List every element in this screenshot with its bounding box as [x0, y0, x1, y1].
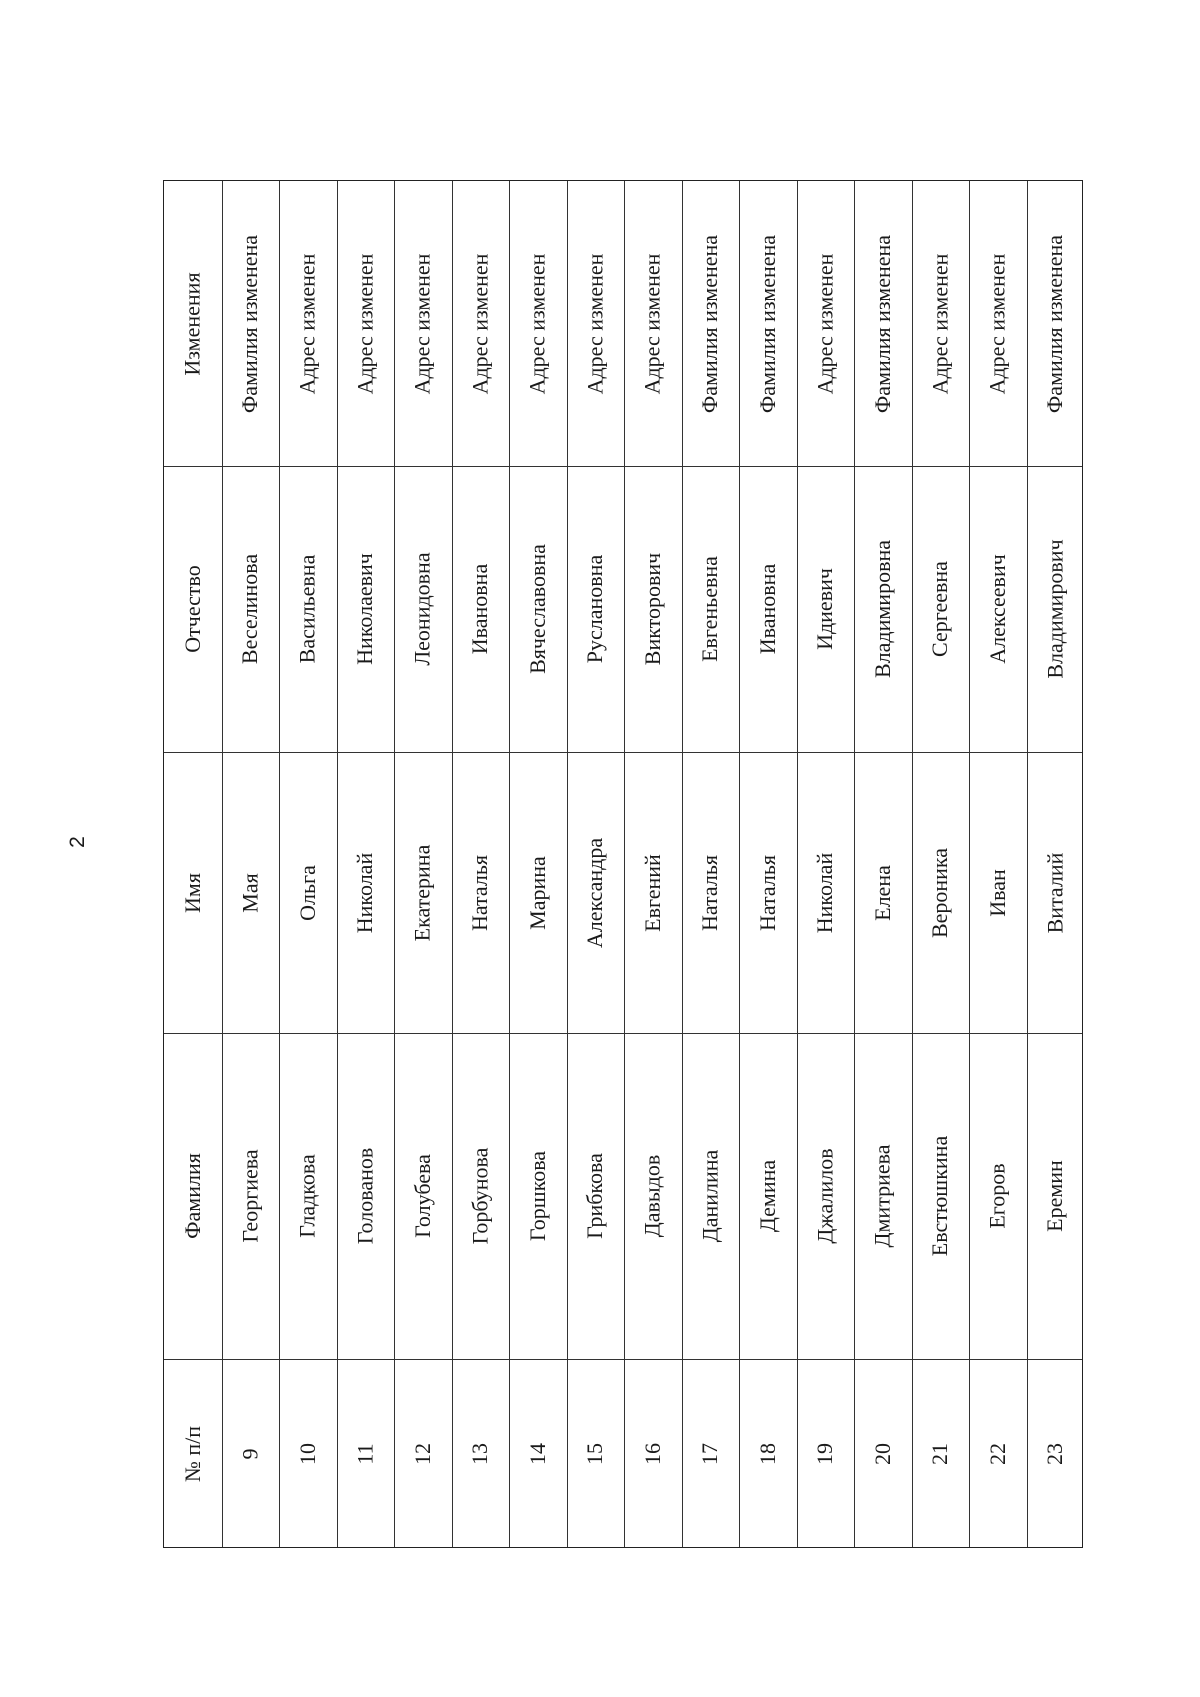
cell-changes	[624, 181, 682, 466]
cell-patronymic	[1027, 466, 1085, 752]
cell-text: Адрес изменен	[524, 253, 550, 394]
cell-text: Фамилия изменена	[697, 234, 723, 413]
cell-changes	[394, 181, 452, 466]
cell-number	[912, 1359, 970, 1549]
cell-text: Евгеньевна	[697, 556, 723, 662]
cell-text: Адрес изменен	[294, 253, 320, 394]
cell-patronymic	[509, 466, 567, 752]
cell-changes	[279, 181, 337, 466]
cell-changes	[452, 181, 510, 466]
cell-firstname	[739, 752, 797, 1033]
cell-text: Данилина	[697, 1149, 723, 1243]
cell-text: Георгиева	[237, 1149, 263, 1243]
cell-text: Демина	[754, 1159, 780, 1233]
cell-firstname	[452, 752, 510, 1033]
cell-changes	[509, 181, 567, 466]
cell-firstname	[394, 752, 452, 1033]
cell-text: Ивановна	[467, 563, 493, 655]
cell-patronymic	[739, 466, 797, 752]
cell-text: Николай	[812, 852, 838, 933]
cell-changes	[1027, 181, 1085, 466]
cell-text: Алексеевич	[984, 554, 1010, 664]
cell-text: Мая	[237, 872, 263, 913]
cell-text: Адрес изменен	[812, 253, 838, 394]
cell-surname	[337, 1033, 395, 1359]
cell-number	[567, 1359, 625, 1549]
header-number	[164, 1359, 222, 1549]
cell-text: Евгений	[639, 853, 665, 932]
cell-patronymic	[854, 466, 912, 752]
cell-text: Леонидовна	[409, 552, 435, 666]
cell-patronymic	[222, 466, 280, 752]
cell-text: Фамилия изменена	[237, 234, 263, 413]
cell-text: 11	[352, 1443, 378, 1465]
records-table	[163, 180, 1083, 1548]
cell-text: Еремин	[1042, 1160, 1068, 1232]
cell-text: 21	[927, 1443, 953, 1465]
cell-text: Наталья	[467, 854, 493, 931]
cell-text: Гладкова	[294, 1154, 320, 1238]
cell-text: Голубева	[409, 1154, 435, 1238]
cell-text: Фамилия изменена	[1042, 234, 1068, 413]
cell-text: Вячеславовна	[524, 544, 550, 674]
cell-number	[682, 1359, 740, 1549]
cell-patronymic	[797, 466, 855, 752]
cell-text: Адрес изменен	[984, 253, 1010, 394]
header-label: Отчество	[179, 565, 205, 653]
cell-changes	[912, 181, 970, 466]
cell-text: Адрес изменен	[639, 253, 665, 394]
cell-firstname	[912, 752, 970, 1033]
cell-text: Виталий	[1042, 852, 1068, 933]
cell-surname	[222, 1033, 280, 1359]
cell-patronymic	[567, 466, 625, 752]
cell-firstname	[567, 752, 625, 1033]
cell-firstname	[854, 752, 912, 1033]
cell-patronymic	[279, 466, 337, 752]
cell-surname	[452, 1033, 510, 1359]
cell-patronymic	[337, 466, 395, 752]
cell-firstname	[222, 752, 280, 1033]
cell-firstname	[969, 752, 1027, 1033]
cell-number	[222, 1359, 280, 1549]
header-label: Имя	[179, 872, 205, 913]
cell-changes	[854, 181, 912, 466]
cell-text: 12	[409, 1443, 435, 1465]
cell-patronymic	[452, 466, 510, 752]
cell-firstname	[797, 752, 855, 1033]
cell-text: Николаевич	[352, 553, 378, 665]
cell-text: 17	[697, 1443, 723, 1465]
cell-number	[969, 1359, 1027, 1549]
cell-text: Адрес изменен	[352, 253, 378, 394]
cell-text: Ольга	[294, 864, 320, 921]
cell-number	[854, 1359, 912, 1549]
cell-firstname	[682, 752, 740, 1033]
cell-text: Фамилия изменена	[869, 234, 895, 413]
cell-text: Николай	[352, 852, 378, 933]
cell-surname	[912, 1033, 970, 1359]
cell-firstname	[1027, 752, 1085, 1033]
cell-text: Иван	[984, 868, 1010, 917]
cell-changes	[222, 181, 280, 466]
cell-text: Наталья	[754, 854, 780, 931]
cell-patronymic	[682, 466, 740, 752]
cell-number	[624, 1359, 682, 1549]
cell-text: 23	[1042, 1443, 1068, 1465]
page-number: 2	[66, 836, 89, 848]
cell-text: Владимировна	[869, 539, 895, 679]
cell-text: Александра	[582, 837, 608, 948]
cell-surname	[739, 1033, 797, 1359]
cell-text: 19	[812, 1443, 838, 1465]
cell-text: 22	[984, 1443, 1010, 1465]
cell-text: Сергеевна	[927, 561, 953, 657]
cell-text: Адрес изменен	[927, 253, 953, 394]
cell-text: 18	[754, 1443, 780, 1465]
cell-number	[797, 1359, 855, 1549]
cell-text: Вероника	[927, 847, 953, 938]
cell-text: Екатерина	[409, 844, 435, 941]
header-surname	[164, 1033, 222, 1359]
cell-text: 16	[639, 1443, 665, 1465]
cell-text: Викторович	[639, 552, 665, 666]
cell-text: Владимирович	[1042, 539, 1068, 679]
cell-number	[452, 1359, 510, 1549]
cell-text: Веселинова	[237, 553, 263, 665]
cell-text: Евстюшкина	[927, 1135, 953, 1257]
cell-text: 9	[237, 1448, 263, 1460]
cell-text: Егоров	[984, 1163, 1010, 1229]
cell-text: Идиевич	[812, 568, 838, 650]
cell-firstname	[509, 752, 567, 1033]
cell-changes	[969, 181, 1027, 466]
cell-text: Дмитриева	[869, 1144, 895, 1248]
cell-text: 13	[467, 1443, 493, 1465]
cell-text: 10	[294, 1443, 320, 1465]
cell-text: 14	[524, 1443, 550, 1465]
cell-text: Васильевна	[294, 554, 320, 664]
cell-text: Горшкова	[524, 1150, 550, 1242]
cell-changes	[682, 181, 740, 466]
cell-text: Адрес изменен	[582, 253, 608, 394]
cell-changes	[797, 181, 855, 466]
cell-surname	[854, 1033, 912, 1359]
cell-surname	[682, 1033, 740, 1359]
cell-changes	[739, 181, 797, 466]
cell-surname	[394, 1033, 452, 1359]
cell-text: Руслановна	[582, 554, 608, 664]
cell-text: Елена	[869, 864, 895, 921]
cell-text: Ивановна	[754, 563, 780, 655]
cell-firstname	[279, 752, 337, 1033]
cell-text: Давыдов	[639, 1154, 665, 1238]
cell-patronymic	[969, 466, 1027, 752]
cell-patronymic	[912, 466, 970, 752]
cell-text: 15	[582, 1443, 608, 1465]
cell-firstname	[337, 752, 395, 1033]
cell-patronymic	[394, 466, 452, 752]
cell-text: 20	[869, 1443, 895, 1465]
cell-changes	[567, 181, 625, 466]
cell-firstname	[624, 752, 682, 1033]
header-firstname	[164, 752, 222, 1033]
cell-number	[1027, 1359, 1085, 1549]
cell-surname	[279, 1033, 337, 1359]
cell-text: Голованов	[352, 1147, 378, 1245]
cell-surname	[969, 1033, 1027, 1359]
header-label: Фамилия	[179, 1153, 205, 1239]
cell-number	[394, 1359, 452, 1549]
cell-text: Фамилия изменена	[754, 234, 780, 413]
cell-text: Джалилов	[812, 1148, 838, 1244]
cell-text: Адрес изменен	[467, 253, 493, 394]
cell-number	[337, 1359, 395, 1549]
header-label: № п/п	[179, 1425, 205, 1483]
cell-text: Наталья	[697, 854, 723, 931]
cell-surname	[797, 1033, 855, 1359]
cell-number	[739, 1359, 797, 1549]
cell-number	[509, 1359, 567, 1549]
cell-surname	[1027, 1033, 1085, 1359]
header-label: Изменения	[179, 271, 205, 376]
cell-number	[279, 1359, 337, 1549]
header-patronymic	[164, 466, 222, 752]
header-changes	[164, 181, 222, 466]
cell-text: Грибкова	[582, 1153, 608, 1239]
cell-text: Адрес изменен	[409, 253, 435, 394]
cell-text: Марина	[524, 855, 550, 930]
cell-text: Горбунова	[467, 1147, 493, 1245]
cell-changes	[337, 181, 395, 466]
cell-surname	[567, 1033, 625, 1359]
cell-surname	[624, 1033, 682, 1359]
cell-patronymic	[624, 466, 682, 752]
cell-surname	[509, 1033, 567, 1359]
